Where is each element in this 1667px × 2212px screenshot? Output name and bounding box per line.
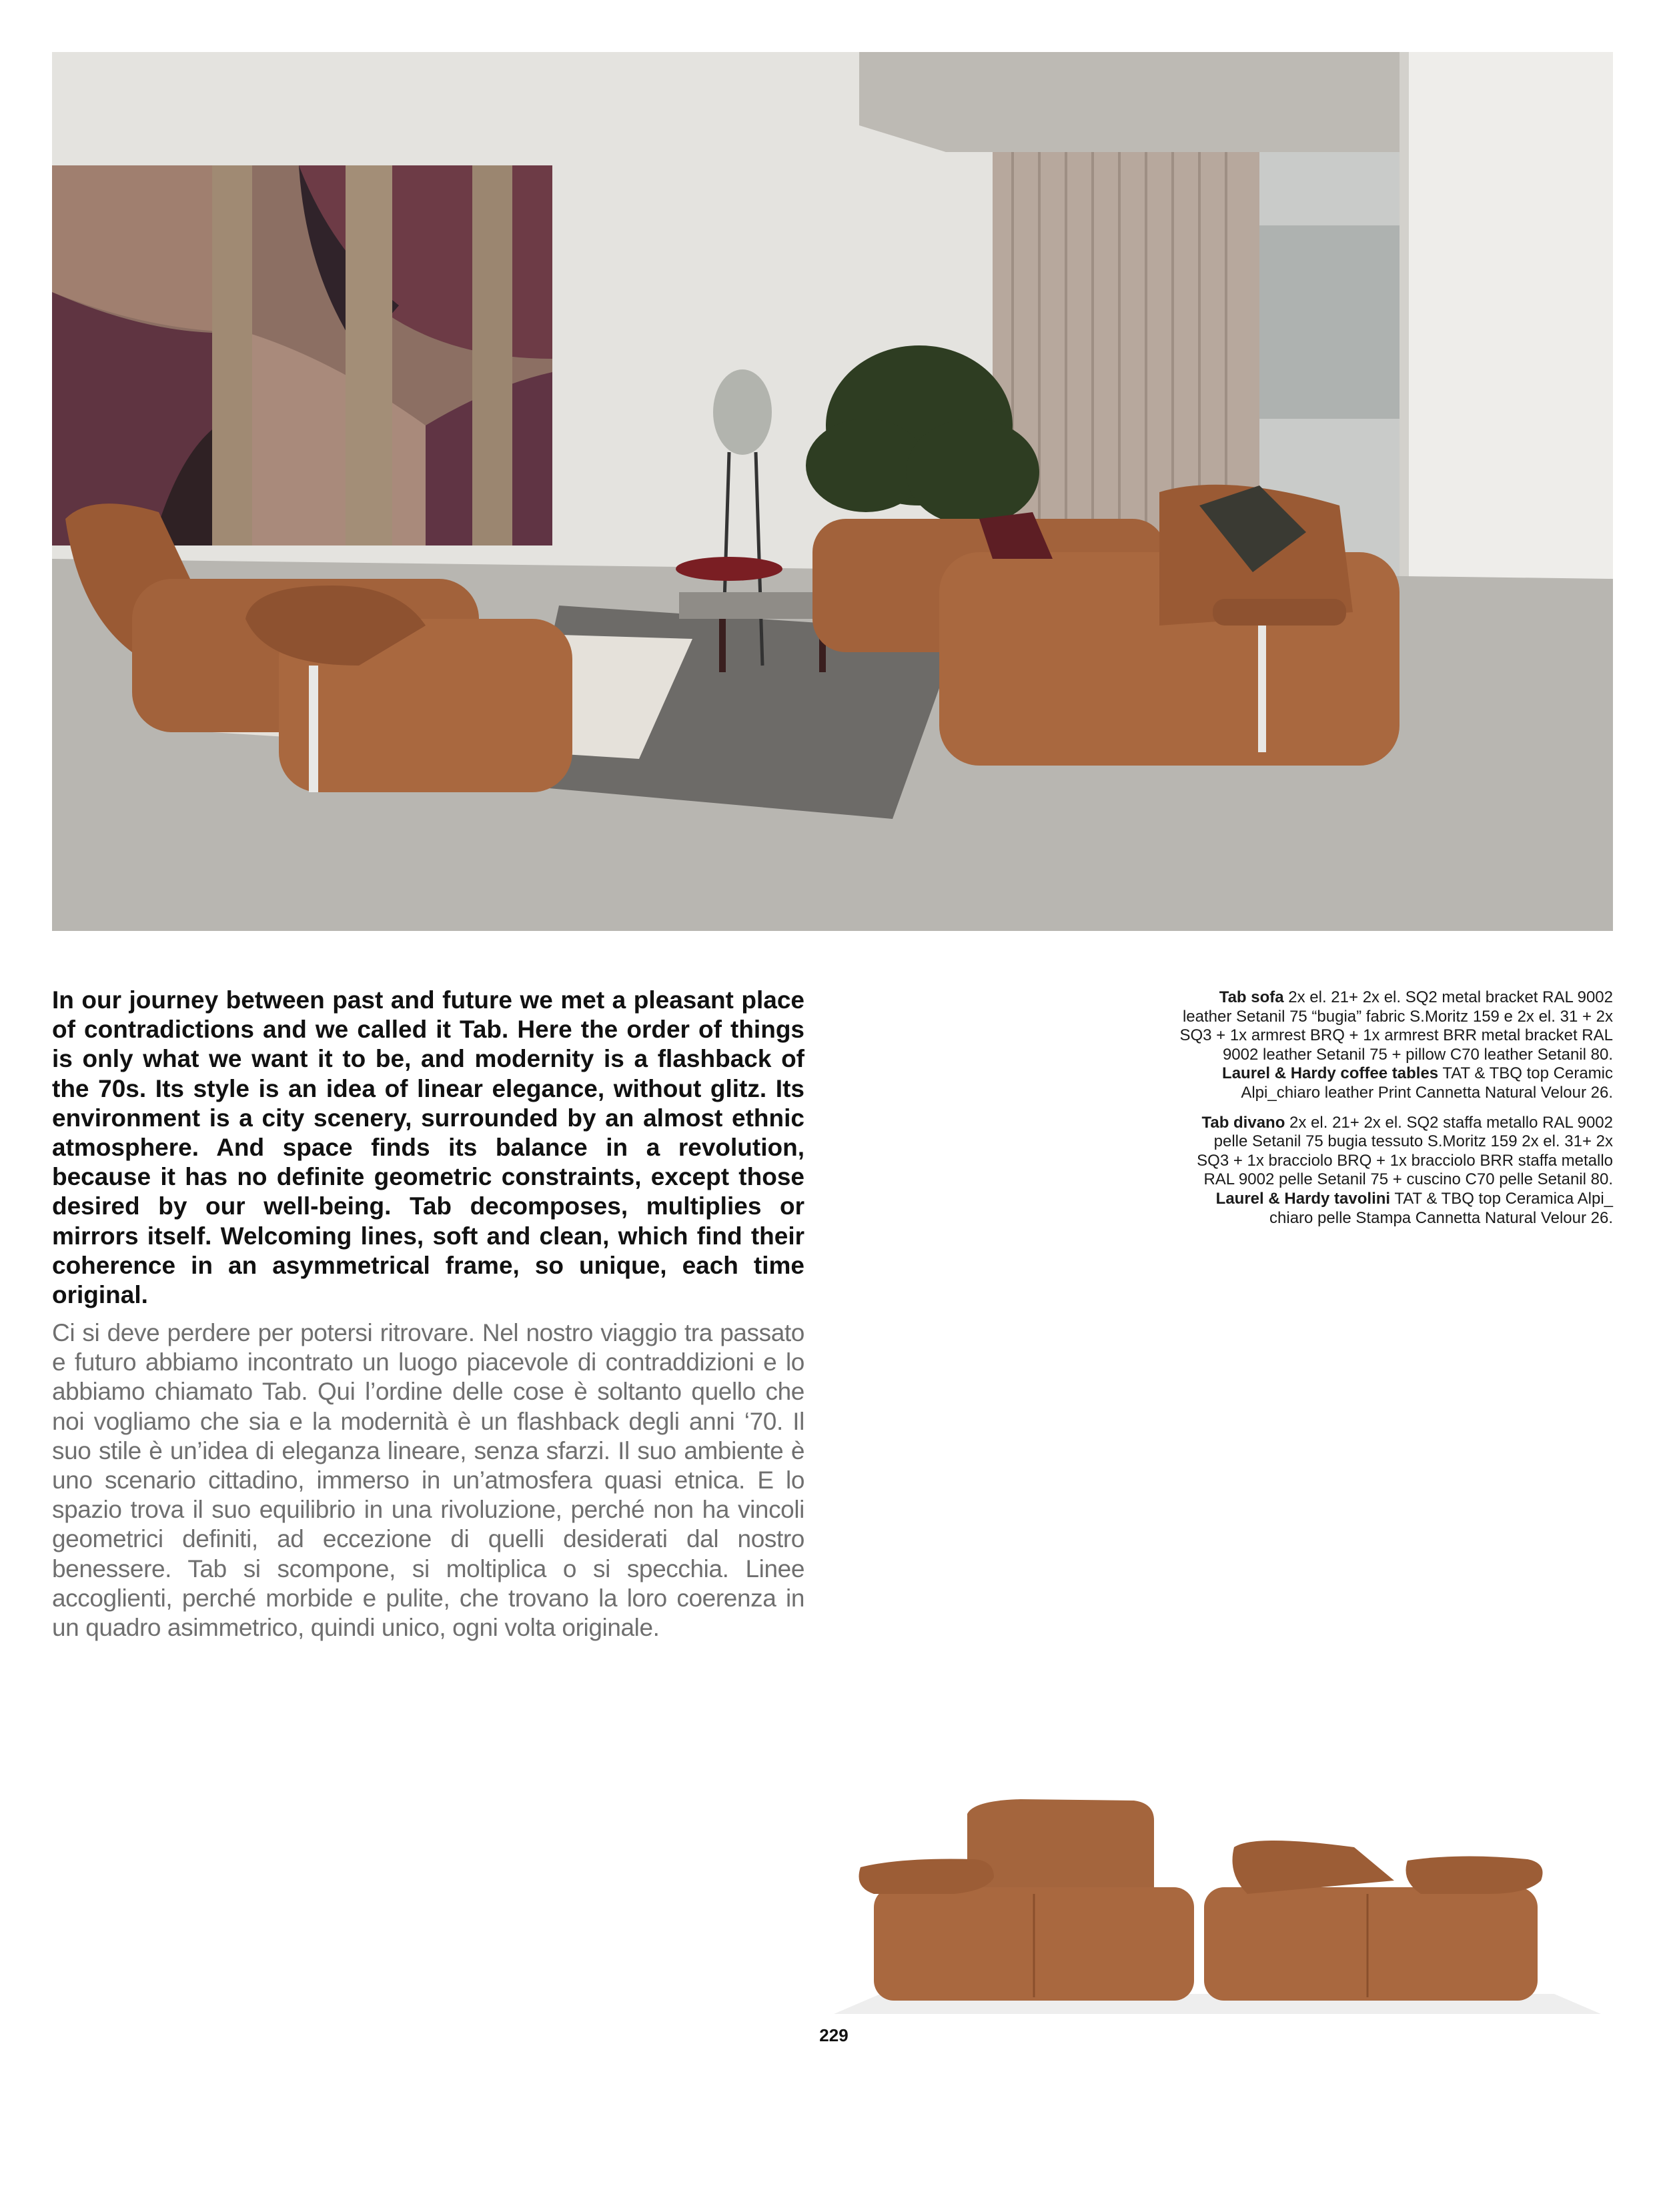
product-credits bbox=[1179, 988, 1613, 1238]
credit-tables-spec-en: TAT & TBQ top Ceramic Alpi_chiaro leather Print Cannetta Natural Velour 26. bbox=[1241, 1064, 1613, 1102]
credit-sofa-spec-it: 2x el. 21+ 2x el. SQ2 staffa metallo RAL 9002 pelle Setanil 75 bugia tessuto S.Moritz 159 2x el. 31+ 2x SQ3 + 1x bracciolo BRQ + 1x bracciolo BRR staffa metallo RAL 9002 pelle Setanil 75 + cuscino C70 pelle Setanil 80. bbox=[1197, 1113, 1613, 1189]
credit-sofa-spec-en: 2x el. 21+ 2x el. SQ2 metal bracket RAL 9002 leather Setanil 75 “bugia” fabric S.Moritz 159 e 2x el. 31 + 2x SQ3 + 1x armrest BRQ + 1x armrest BRR metal bracket RAL 9002 leather Setanil 75 + pillow C70 leather Setanil 80. bbox=[1179, 988, 1613, 1064]
sofa-left-module bbox=[859, 1799, 1195, 2001]
credit-tables-name-it: Laurel & Hardy tavolini bbox=[1215, 1189, 1391, 1208]
product-photo bbox=[820, 1794, 1614, 2021]
page-number: 229 bbox=[819, 2025, 849, 2045]
sofa-right-module bbox=[1204, 1841, 1543, 2001]
credits-italian bbox=[1179, 1114, 1613, 1228]
intro-italian: Ci si deve perdere per potersi ritrovare. Nel nostro viaggio tra passato e futuro abbiamo incontrato un luogo piacevole di contraddizioni e lo abbiamo chiamato Tab. Qui l’ordine delle cose è soltanto quello che noi vogliamo che sia e la modernità è un flashback degli anni ‘70. Il suo stile è un’idea di eleganza lineare, senza sfarzi. Il suo ambiente è uno scenario cittadino, immerso in un’atmosfera quasi etnica. E lo spazio trova il suo equilibrio in una rivoluzione, perché non ha vincoli geometrici definiti, ad eccezione di quelli desiderati dal nostro benessere. Tab si scompone, si moltiplica o si specchia. Linee accoglienti, perché morbide e pulite, che trovano la loro coerenza in un quadro asimmetrico, quindi unico, ogni volta originale. bbox=[52, 1319, 804, 1642]
living-room-scene bbox=[52, 52, 1613, 931]
tab-sofa-cutout bbox=[820, 1794, 1614, 2021]
credit-tables-name-en: Laurel & Hardy coffee tables bbox=[1222, 1064, 1439, 1083]
hero-photo bbox=[52, 52, 1613, 931]
credit-sofa-name-en: Tab sofa bbox=[1219, 988, 1284, 1006]
credit-sofa-name-it: Tab divano bbox=[1201, 1113, 1285, 1132]
concrete-beam bbox=[859, 52, 1453, 152]
intro-english: In our journey between past and future we met a pleasant place of contradictions and we called it Tab. Here the order of things is only what we want it to be, and modernity is a flashback of the 70s. Its style is an idea of linear elegance, without glitz. Its environment is a city scenery, surrounded by an almost ethnic atmosphere. And space finds its balance in a revolution, because it has no definite geometric constraints, except those desired by our well-being. Tab decomposes, multiplies or mirrors itself. Welcoming lines, soft and clean, which find their coherence in an asymmetrical frame, so unique, each time original. bbox=[52, 986, 804, 1309]
credit-tables-spec-it: TAT & TBQ top Ceramica Alpi_ chiaro pelle Stampa Cannetta Natural Velour 26. bbox=[1269, 1189, 1613, 1227]
credits-english bbox=[1179, 988, 1613, 1103]
wall-mural bbox=[52, 165, 552, 545]
